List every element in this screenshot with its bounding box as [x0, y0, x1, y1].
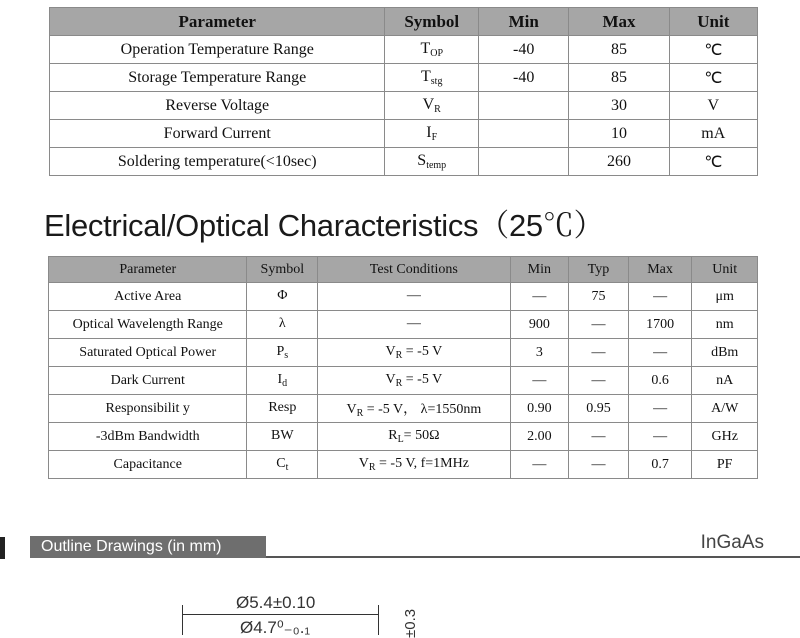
- table-row: [49, 423, 758, 451]
- table-row: [49, 339, 758, 367]
- unit-cell: nm: [692, 311, 758, 339]
- max-cell: 10: [569, 120, 669, 148]
- symbol-cell: $T_{OP}$: [385, 36, 479, 64]
- min-cell: 3: [510, 339, 569, 367]
- table-row: [50, 92, 758, 120]
- param-cell: -3dBm Bandwidth: [49, 423, 247, 451]
- param-cell: Optical Wavelength Range: [49, 311, 247, 339]
- typ-cell: —: [569, 339, 629, 367]
- header-parameter: Parameter: [49, 257, 247, 283]
- param-cell: Saturated Optical Power: [49, 339, 247, 367]
- table-row: [49, 451, 758, 479]
- min-cell: —: [510, 367, 569, 395]
- unit-cell: GHz: [692, 423, 758, 451]
- unit-cell: ℃: [669, 148, 757, 176]
- header-unit: Unit: [692, 257, 758, 283]
- dimension-tick-right: [378, 605, 379, 635]
- section-title: Electrical/Optical Characteristics（25℃）: [44, 208, 605, 243]
- typ-cell: —: [569, 451, 629, 479]
- param-cell: Operation Temperature Range: [50, 36, 385, 64]
- min-cell: 2.00: [510, 423, 569, 451]
- symbol-cell: $P_s$: [247, 339, 318, 367]
- table-row: [49, 283, 758, 311]
- header-min: Min: [510, 257, 569, 283]
- min-cell: 900: [510, 311, 569, 339]
- unit-cell: dBm: [692, 339, 758, 367]
- unit-cell: μm: [692, 283, 758, 311]
- table-row: [50, 36, 758, 64]
- header-max: Max: [569, 8, 669, 36]
- max-cell: —: [628, 423, 692, 451]
- min-cell: -40: [479, 64, 569, 92]
- condition-cell: —: [318, 311, 510, 339]
- symbol-cell: $V_R$: [385, 92, 479, 120]
- param-cell: Storage Temperature Range: [50, 64, 385, 92]
- max-cell: 1700: [628, 311, 692, 339]
- table-header-row: [49, 257, 758, 283]
- min-cell: -40: [479, 36, 569, 64]
- typ-cell: —: [569, 423, 629, 451]
- symbol-cell: $I_F$: [385, 120, 479, 148]
- header-parameter: Parameter: [50, 8, 385, 36]
- symbol-cell: Φ: [247, 283, 318, 311]
- outer-diameter-dimension: Ø5.4±0.10: [236, 593, 316, 612]
- min-cell: [479, 120, 569, 148]
- symbol-cell: $T_{stg}$: [385, 64, 479, 92]
- electrical-optical-table: [48, 256, 758, 479]
- min-cell: [479, 148, 569, 176]
- symbol-cell: $S_{temp}$: [385, 148, 479, 176]
- condition-cell: $V_R = -5$ V， λ=1550nm: [318, 395, 510, 423]
- max-cell: —: [628, 339, 692, 367]
- absolute-max-ratings-table: [49, 7, 758, 176]
- typ-cell: 0.95: [569, 395, 629, 423]
- unit-cell: ℃: [669, 64, 757, 92]
- param-cell: Dark Current: [49, 367, 247, 395]
- typ-cell: —: [569, 311, 629, 339]
- unit-cell: A/W: [692, 395, 758, 423]
- unit-cell: mA: [669, 120, 757, 148]
- header-unit: Unit: [669, 8, 757, 36]
- param-cell: Active Area: [49, 283, 247, 311]
- max-cell: —: [628, 395, 692, 423]
- unit-cell: nA: [692, 367, 758, 395]
- header-min: Min: [479, 8, 569, 36]
- table-row: [50, 120, 758, 148]
- symbol-cell: λ: [247, 311, 318, 339]
- dimension-tick-left: [182, 605, 183, 635]
- max-cell: 85: [569, 36, 669, 64]
- param-cell: Soldering temperature(<10sec): [50, 148, 385, 176]
- max-cell: 30: [569, 92, 669, 120]
- symbol-cell: BW: [247, 423, 318, 451]
- max-cell: 0.6: [628, 367, 692, 395]
- min-cell: [479, 92, 569, 120]
- vertical-tolerance-dimension: ±0.3: [402, 608, 419, 638]
- typ-cell: 75: [569, 283, 629, 311]
- brand-label: InGaAs: [700, 532, 764, 553]
- min-cell: 0.90: [510, 395, 569, 423]
- param-cell: Responsibilit y: [49, 395, 247, 423]
- symbol-cell: $I_d$: [247, 367, 318, 395]
- unit-cell: ℃: [669, 36, 757, 64]
- unit-cell: V: [669, 92, 757, 120]
- section-marker: [0, 537, 5, 559]
- table-header-row: [50, 8, 758, 36]
- table-row: [49, 367, 758, 395]
- unit-cell: PF: [692, 451, 758, 479]
- condition-cell: —: [318, 283, 510, 311]
- max-cell: 0.7: [628, 451, 692, 479]
- symbol-cell: Resp: [247, 395, 318, 423]
- condition-cell: $V_R = -5$ V: [318, 339, 510, 367]
- param-cell: Capacitance: [49, 451, 247, 479]
- min-cell: —: [510, 451, 569, 479]
- banner-rule: [266, 556, 800, 558]
- param-cell: Reverse Voltage: [50, 92, 385, 120]
- outline-banner-label: Outline Drawings (in mm): [41, 538, 222, 555]
- table-row: [50, 64, 758, 92]
- inner-diameter-dimension: Ø4.7⁰₋₀.₁: [240, 618, 311, 637]
- condition-cell: $V_R = -5$ V, f=1MHz: [318, 451, 510, 479]
- param-cell: Forward Current: [50, 120, 385, 148]
- min-cell: —: [510, 283, 569, 311]
- max-cell: —: [628, 283, 692, 311]
- header-test-conditions: Test Conditions: [318, 257, 510, 283]
- header-max: Max: [628, 257, 692, 283]
- condition-cell: $V_R = -5$ V: [318, 367, 510, 395]
- condition-cell: $R_L= 50\Omega$: [318, 423, 510, 451]
- header-symbol: Symbol: [247, 257, 318, 283]
- header-typ: Typ: [569, 257, 629, 283]
- max-cell: 260: [569, 148, 669, 176]
- table-row: [49, 311, 758, 339]
- max-cell: 85: [569, 64, 669, 92]
- table-row: [50, 148, 758, 176]
- header-symbol: Symbol: [385, 8, 479, 36]
- table-row: [49, 395, 758, 423]
- dimension-line: [182, 614, 379, 615]
- symbol-cell: $C_t$: [247, 451, 318, 479]
- typ-cell: —: [569, 367, 629, 395]
